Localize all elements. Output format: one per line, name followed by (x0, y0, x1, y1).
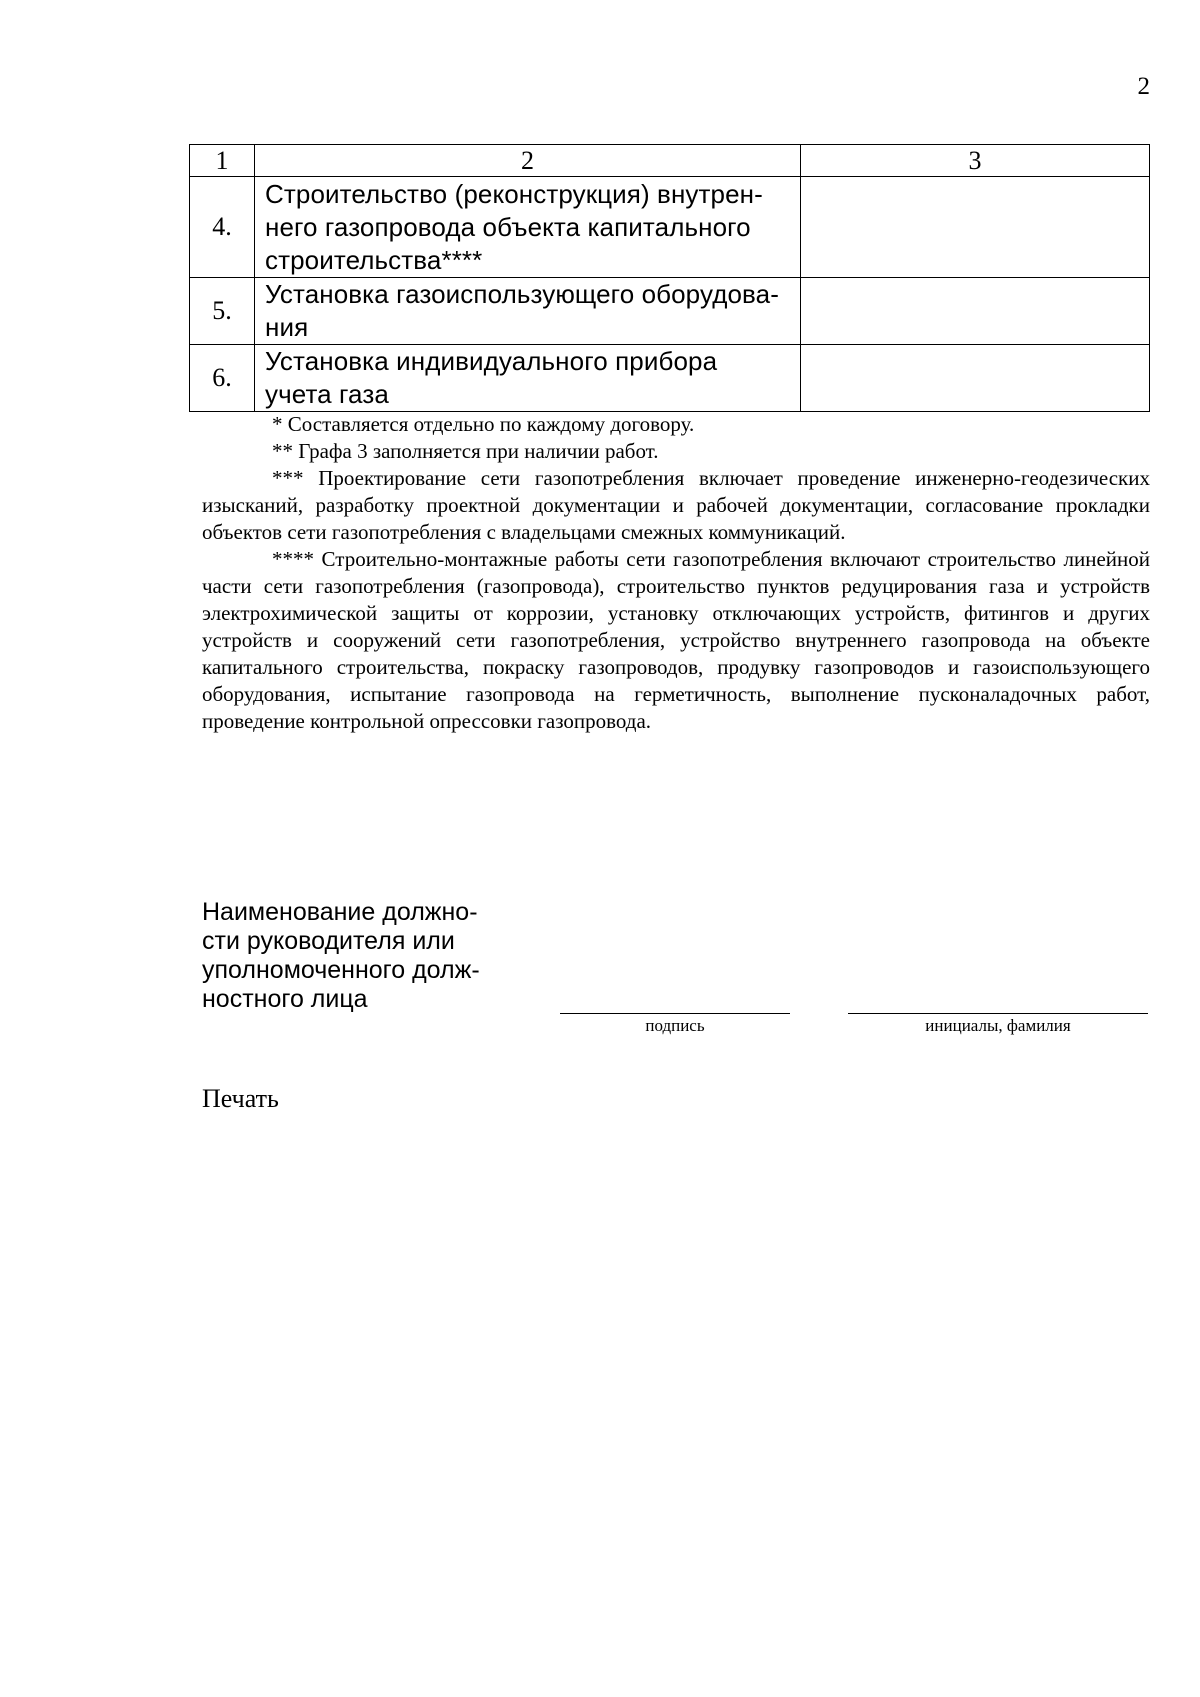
description-line: учета газа (265, 379, 389, 409)
description-line: строительства**** (265, 244, 483, 275)
footnotes (202, 411, 1150, 735)
row-description (255, 177, 801, 278)
signature-caption: подпись (645, 1016, 705, 1035)
table-row (190, 345, 1150, 412)
column-header-1: 1 (190, 145, 255, 177)
table-row (190, 278, 1150, 345)
stamp-label: Печать (202, 1084, 279, 1113)
row-number: 6. (190, 345, 255, 412)
signer-position-line: сти руководителя или (202, 927, 455, 955)
works-table (189, 144, 1150, 412)
name-line (848, 1013, 1148, 1014)
description-line: Установка индивидуального прибора (265, 346, 718, 376)
row-description (255, 278, 801, 345)
column-header-3: 3 (801, 145, 1150, 177)
footnote-2: ** Графа 3 заполняется при наличии работ. (272, 439, 659, 463)
row-value-cell (801, 278, 1150, 345)
footnote-1: * Составляется отдельно по каждому договору. (272, 412, 695, 436)
row-description (255, 345, 801, 412)
signer-position (202, 898, 532, 1014)
footnote-3: *** Проектирование сети газопотребления включает проведение инженерно-геодезических изысканий, разработку проектной документации и рабочей документации, согласование прокладки объектов сети газопотребления с владельцами смежных коммуникаций. (202, 466, 1150, 544)
page-number: 2 (1137, 73, 1150, 100)
signer-position-line: уполномоченного долж- (202, 956, 480, 984)
description-line: Установка газоиспользующего оборудова- (265, 279, 779, 309)
signer-position-line: ностного лица (202, 985, 368, 1013)
row-number: 4. (190, 177, 255, 278)
row-value-cell (801, 345, 1150, 412)
signer-position-line: Наименование должно- (202, 898, 478, 926)
description-line: Строительство (реконструкция) внутрен- (265, 178, 763, 209)
row-value-cell (801, 177, 1150, 278)
signature-line (560, 1013, 790, 1014)
description-line: ния (265, 312, 309, 342)
name-caption: инициалы, фамилия (925, 1016, 1071, 1035)
table-header-row (190, 145, 1150, 177)
row-number: 5. (190, 278, 255, 345)
table-row (190, 177, 1150, 278)
description-line: него газопровода объекта капитального (265, 211, 751, 242)
column-header-2: 2 (255, 145, 801, 177)
footnote-4: **** Строительно-монтажные работы сети газопотребления включают строительство линейной части сети газопотребления (газопровода), строительство пунктов редуцирования газа и устройств электрохимической защиты от коррозии, установку отключающих устройств, фитингов и других устройств и сооружений сети газопотребления, устройство внутреннего газопровода на объекте капитального строительства, покраску газопроводов, продувку газопроводов и газоиспользующего оборудования, испытание газопровода на герметичность, выполнение пусконаладочных работ, проведение контрольной опрессовки газопровода. (202, 547, 1150, 733)
